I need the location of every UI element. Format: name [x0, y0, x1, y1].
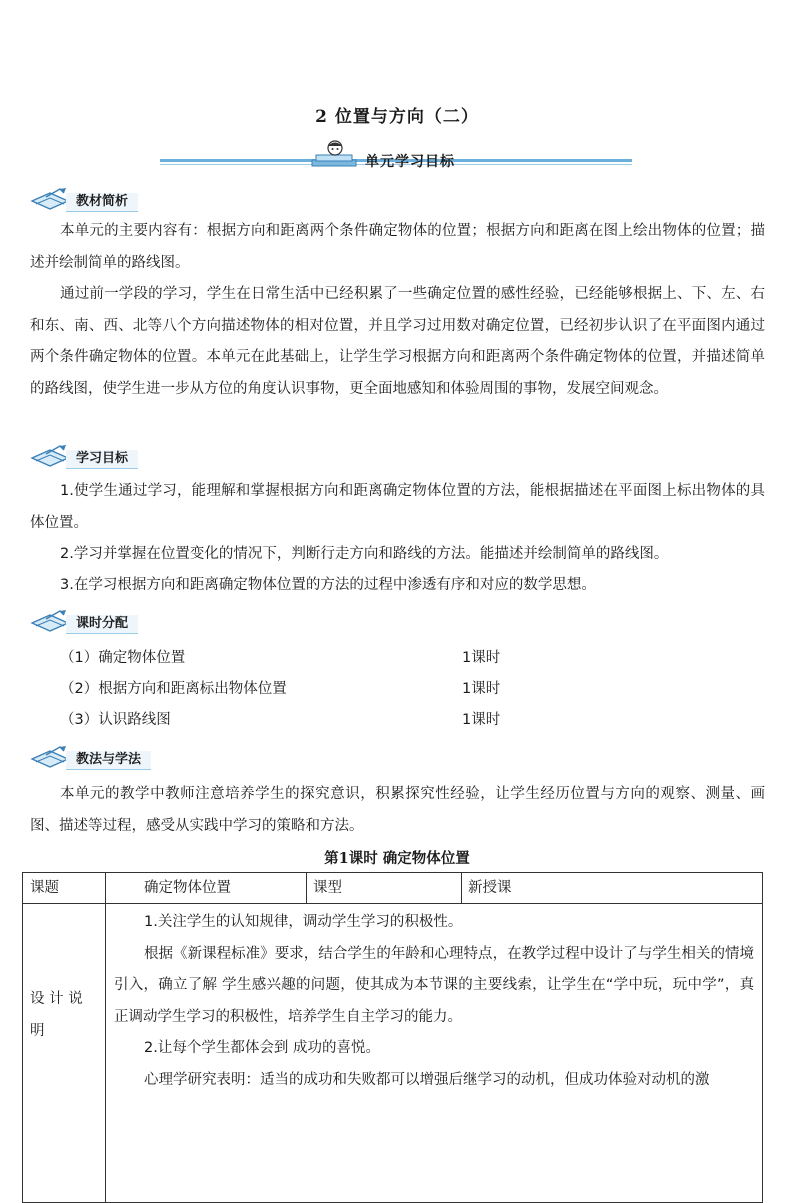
- methods-paragraph: 本单元的教学中教师注意培养学生的探究意识，积累探究性经验，让学生经历位置与方向的观察、测量、画图、描述等过程，感受从实践中学习的策略和方法。: [30, 786, 765, 834]
- type-value: 新授课: [462, 873, 763, 904]
- banner-label: 单元学习目标: [365, 154, 455, 170]
- analysis-paragraph-2: 通过前一学段的学习，学生在日常生活中已经积累了一些确定位置的感性经验，已经能够根据上、下、左、右和东、南、西、北等八个方向描述物体的相对位置，并且学习过用数对确定位置，已经初步认识了在平面图内通过两个条件确定物体的位置。本单元在此基础上，让学生学习根据方向和距离两个条件确定物体的位置，并描述简单的路线图，使学生进一步从方位的角度认识事物，更全面地感知和体验周围的事物，发展空间观念。: [30, 286, 765, 397]
- goal-3: 3.在学习根据方向和距离确定物体位置的方法的过程中渗透有序和对应的数学思想。: [60, 577, 596, 593]
- student-reading-icon: [308, 140, 362, 170]
- design-line: 2.让每个学生都体会到 成功的喜悦。: [144, 1040, 380, 1056]
- schedule-item: （3）认识路线图: [60, 712, 171, 728]
- lesson-table: [22, 872, 763, 1203]
- schedule-hours: 1课时: [462, 681, 501, 697]
- schedule-hours: 1课时: [462, 712, 501, 728]
- section-header-analysis: [30, 187, 160, 217]
- section-heading: 学习目标: [66, 450, 138, 469]
- lesson-title: 第1课时 确定物体位置: [324, 850, 470, 867]
- label-topic: 课题: [23, 873, 106, 904]
- label-type: 课型: [307, 873, 462, 904]
- design-line: 根据《新课程标准》要求，结合学生的年龄和心理特点，在教学过程中设计了与学生相关的情境引入，确立了解 学生感兴趣的问题，使其成为本节课的主要线索，让学生在“学中玩，玩中学”，真正调动学生学习的积极性，培养学生自主学习的能力。: [114, 945, 754, 1025]
- section-heading: 教法与学法: [66, 751, 151, 770]
- goal-1: 1.使学生通过学习，能理解和掌握根据方向和距离确定物体位置的方法，能根据描述在平面图上标出物体的具体位置。: [30, 483, 765, 531]
- page-title: 2 位置与方向（二）: [315, 107, 479, 127]
- analysis-paragraph-1: 本单元的主要内容有：根据方向和距离两个条件确定物体的位置；根据方向和距离在图上绘出物体的位置；描述并绘制简单的路线图。: [30, 223, 765, 271]
- label-design: 设 计 说 明: [23, 904, 106, 1203]
- schedule-item: （2）根据方向和距离标出物体位置: [60, 681, 287, 697]
- section-heading: 教材简析: [66, 193, 138, 212]
- section-header-goals: [30, 444, 160, 474]
- schedule-hours: 1课时: [462, 650, 501, 666]
- section-header-methods: [30, 745, 160, 775]
- section-heading: 课时分配: [66, 615, 138, 634]
- section-header-schedule: [30, 609, 160, 639]
- design-notes: [106, 904, 763, 1203]
- schedule-item: （1）确定物体位置: [60, 650, 186, 666]
- unit-goals-banner: [160, 138, 632, 174]
- design-line: 心理学研究表明：适当的成功和失败都可以增强后继学习的动机，但成功体验对动机的激: [144, 1071, 710, 1088]
- topic-value: 确定物体位置: [106, 873, 307, 904]
- goal-2: 2.学习并掌握在位置变化的情况下，判断行走方向和路线的方法。能描述并绘制简单的路线图。: [60, 546, 669, 562]
- design-line: 1.关注学生的认知规律，调动学生学习的积极性。: [144, 914, 463, 930]
